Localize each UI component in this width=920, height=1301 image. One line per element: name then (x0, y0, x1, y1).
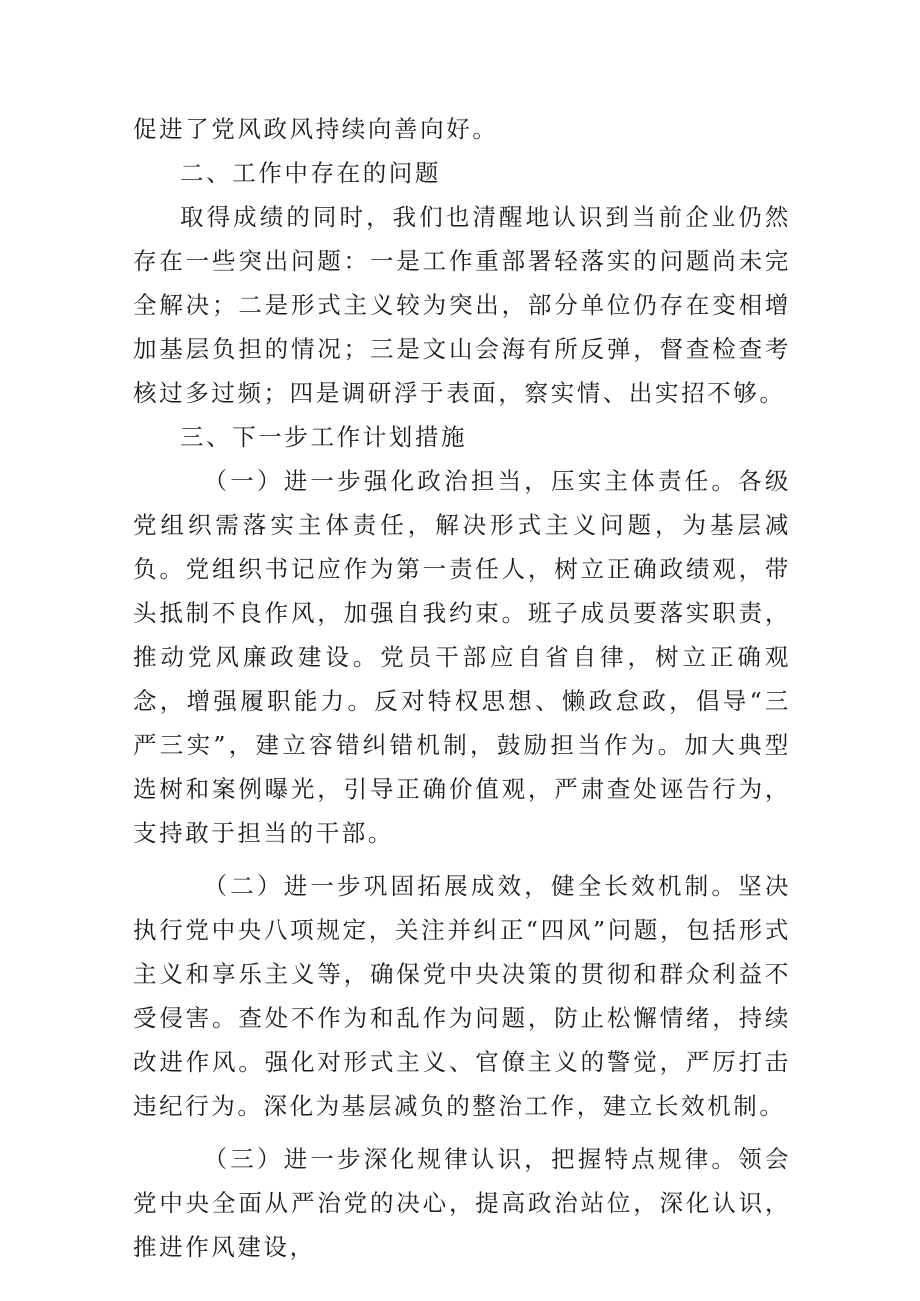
measure-3-paragraph: （三）进一步深化规律认识，把握特点规律。领会党中央全面从严治党的决心，提高政治站位，深化认识，推进作风建设， (133, 1145, 791, 1261)
section-2-heading: 二、工作中存在的问题 (180, 159, 441, 187)
continuation-paragraph: 促进了党风政风持续向善向好。 (133, 115, 499, 143)
section-2-paragraph: 取得成绩的同时，我们也清醒地认识到当前企业仍然存在一些突出问题：一是工作重部署轻落实的问题尚未完全解决；二是形式主义较为突出，部分单位仍存在变相增加基层负担的情况；三是文山会海有所反弹，督查检查考核过多过频；四是调研浮于表面，察实情、出实招不够。 (133, 203, 791, 407)
document-body (133, 107, 791, 1269)
measure-2-paragraph: （二）进一步巩固拓展成效，健全长效机制。坚决执行党中央八项规定，关注并纠正“四风”问题，包括形式主义和享乐主义等，确保党中央决策的贯彻和群众利益不受侵害。查处不作为和乱作为问题，防止松懈情绪，持续改进作风。强化对形式主义、官僚主义的警觉，严厉打击违纪行为。深化为基层减负的整治工作，建立长效机制。 (133, 872, 791, 1120)
section-3-heading: 三、下一步工作计划措施 (180, 423, 468, 451)
measure-1-paragraph: （一）进一步强化政治担当，压实主体责任。各级党组织需落实主体责任，解决形式主义问题，为基层减负。党组织书记应作为第一责任人，树立正确政绩观，带头抵制不良作风，加强自我约束。班子成员要落实职责，推动党风廉政建设。党员干部应自省自律，树立正确观念，增强履职能力。反对特权思想、懒政怠政，倡导“三严三实”，建立容错纠错机制，鼓励担当作为。加大典型选树和案例曝光，引导正确价值观，严肃查处诬告行为，支持敢于担当的干部。 (133, 467, 791, 847)
